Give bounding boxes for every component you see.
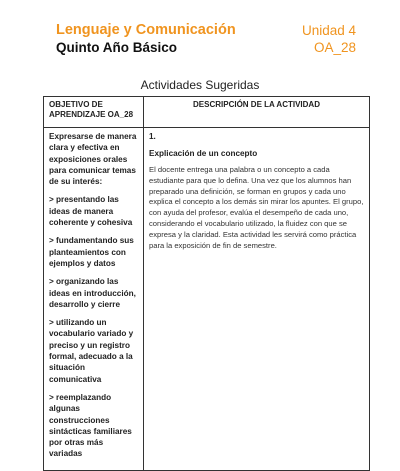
objective-item: > fundamentando sus planteamientos con ejemplos y datos — [49, 236, 134, 268]
activity-title: Explicación de un concepto — [149, 149, 258, 158]
objective-item: > reemplazando algunas construcciones sintácticas familiares por otras más variadas — [49, 392, 132, 459]
grade-label: Quinto Año Básico — [56, 40, 177, 55]
objective-column-header: OBJETIVO DE APRENDIZAJE OA_28 — [44, 97, 144, 128]
header-right — [302, 22, 356, 56]
objective-item: Expresarse de manera clara y efectiva en exposiciones orales para comunicar temas de su interés: — [49, 132, 137, 187]
unit-label: Unidad 4 — [301, 23, 356, 38]
objective-item: > presentando las ideas de manera coherente y cohesiva — [49, 195, 133, 228]
objective-code: OA_28 — [313, 40, 356, 55]
description-column-header: DESCRIPCIÓN DE LA ACTIVIDAD — [144, 97, 370, 128]
activities-table — [43, 96, 370, 471]
section-title: Actividades Sugeridas — [140, 78, 260, 92]
activity-number: 1. — [149, 132, 156, 141]
subject-title: Lenguaje y Comunicación — [56, 22, 236, 38]
objective-item: > utilizando un vocabulario variado y preciso y un registro formal, adecuado a la situación comunicativa — [49, 318, 134, 384]
objective-item: > organizando las ideas en introducción, desarrollo y cierre — [49, 277, 136, 309]
objective-cell — [44, 128, 144, 471]
description-cell — [144, 128, 370, 471]
header-left — [56, 22, 236, 56]
table-row — [44, 128, 370, 471]
table-header-row — [44, 97, 370, 128]
activity-body: El docente entrega una palabra o un concepto a cada estudiante para que lo defina. Una vez que los alumnos han preparado una definición, se forman en grupos y cada uno explica el concepto a los demás sin mirar los apuntes. El grupo, con ayuda del profesor, evalúa el desempeño de cada uno, considerando el vocabulario utilizado, la fluidez con que se expresa y la claridad. Esta actividad les servirá como práctica para la exposición de fin de semestre. — [149, 165, 364, 250]
